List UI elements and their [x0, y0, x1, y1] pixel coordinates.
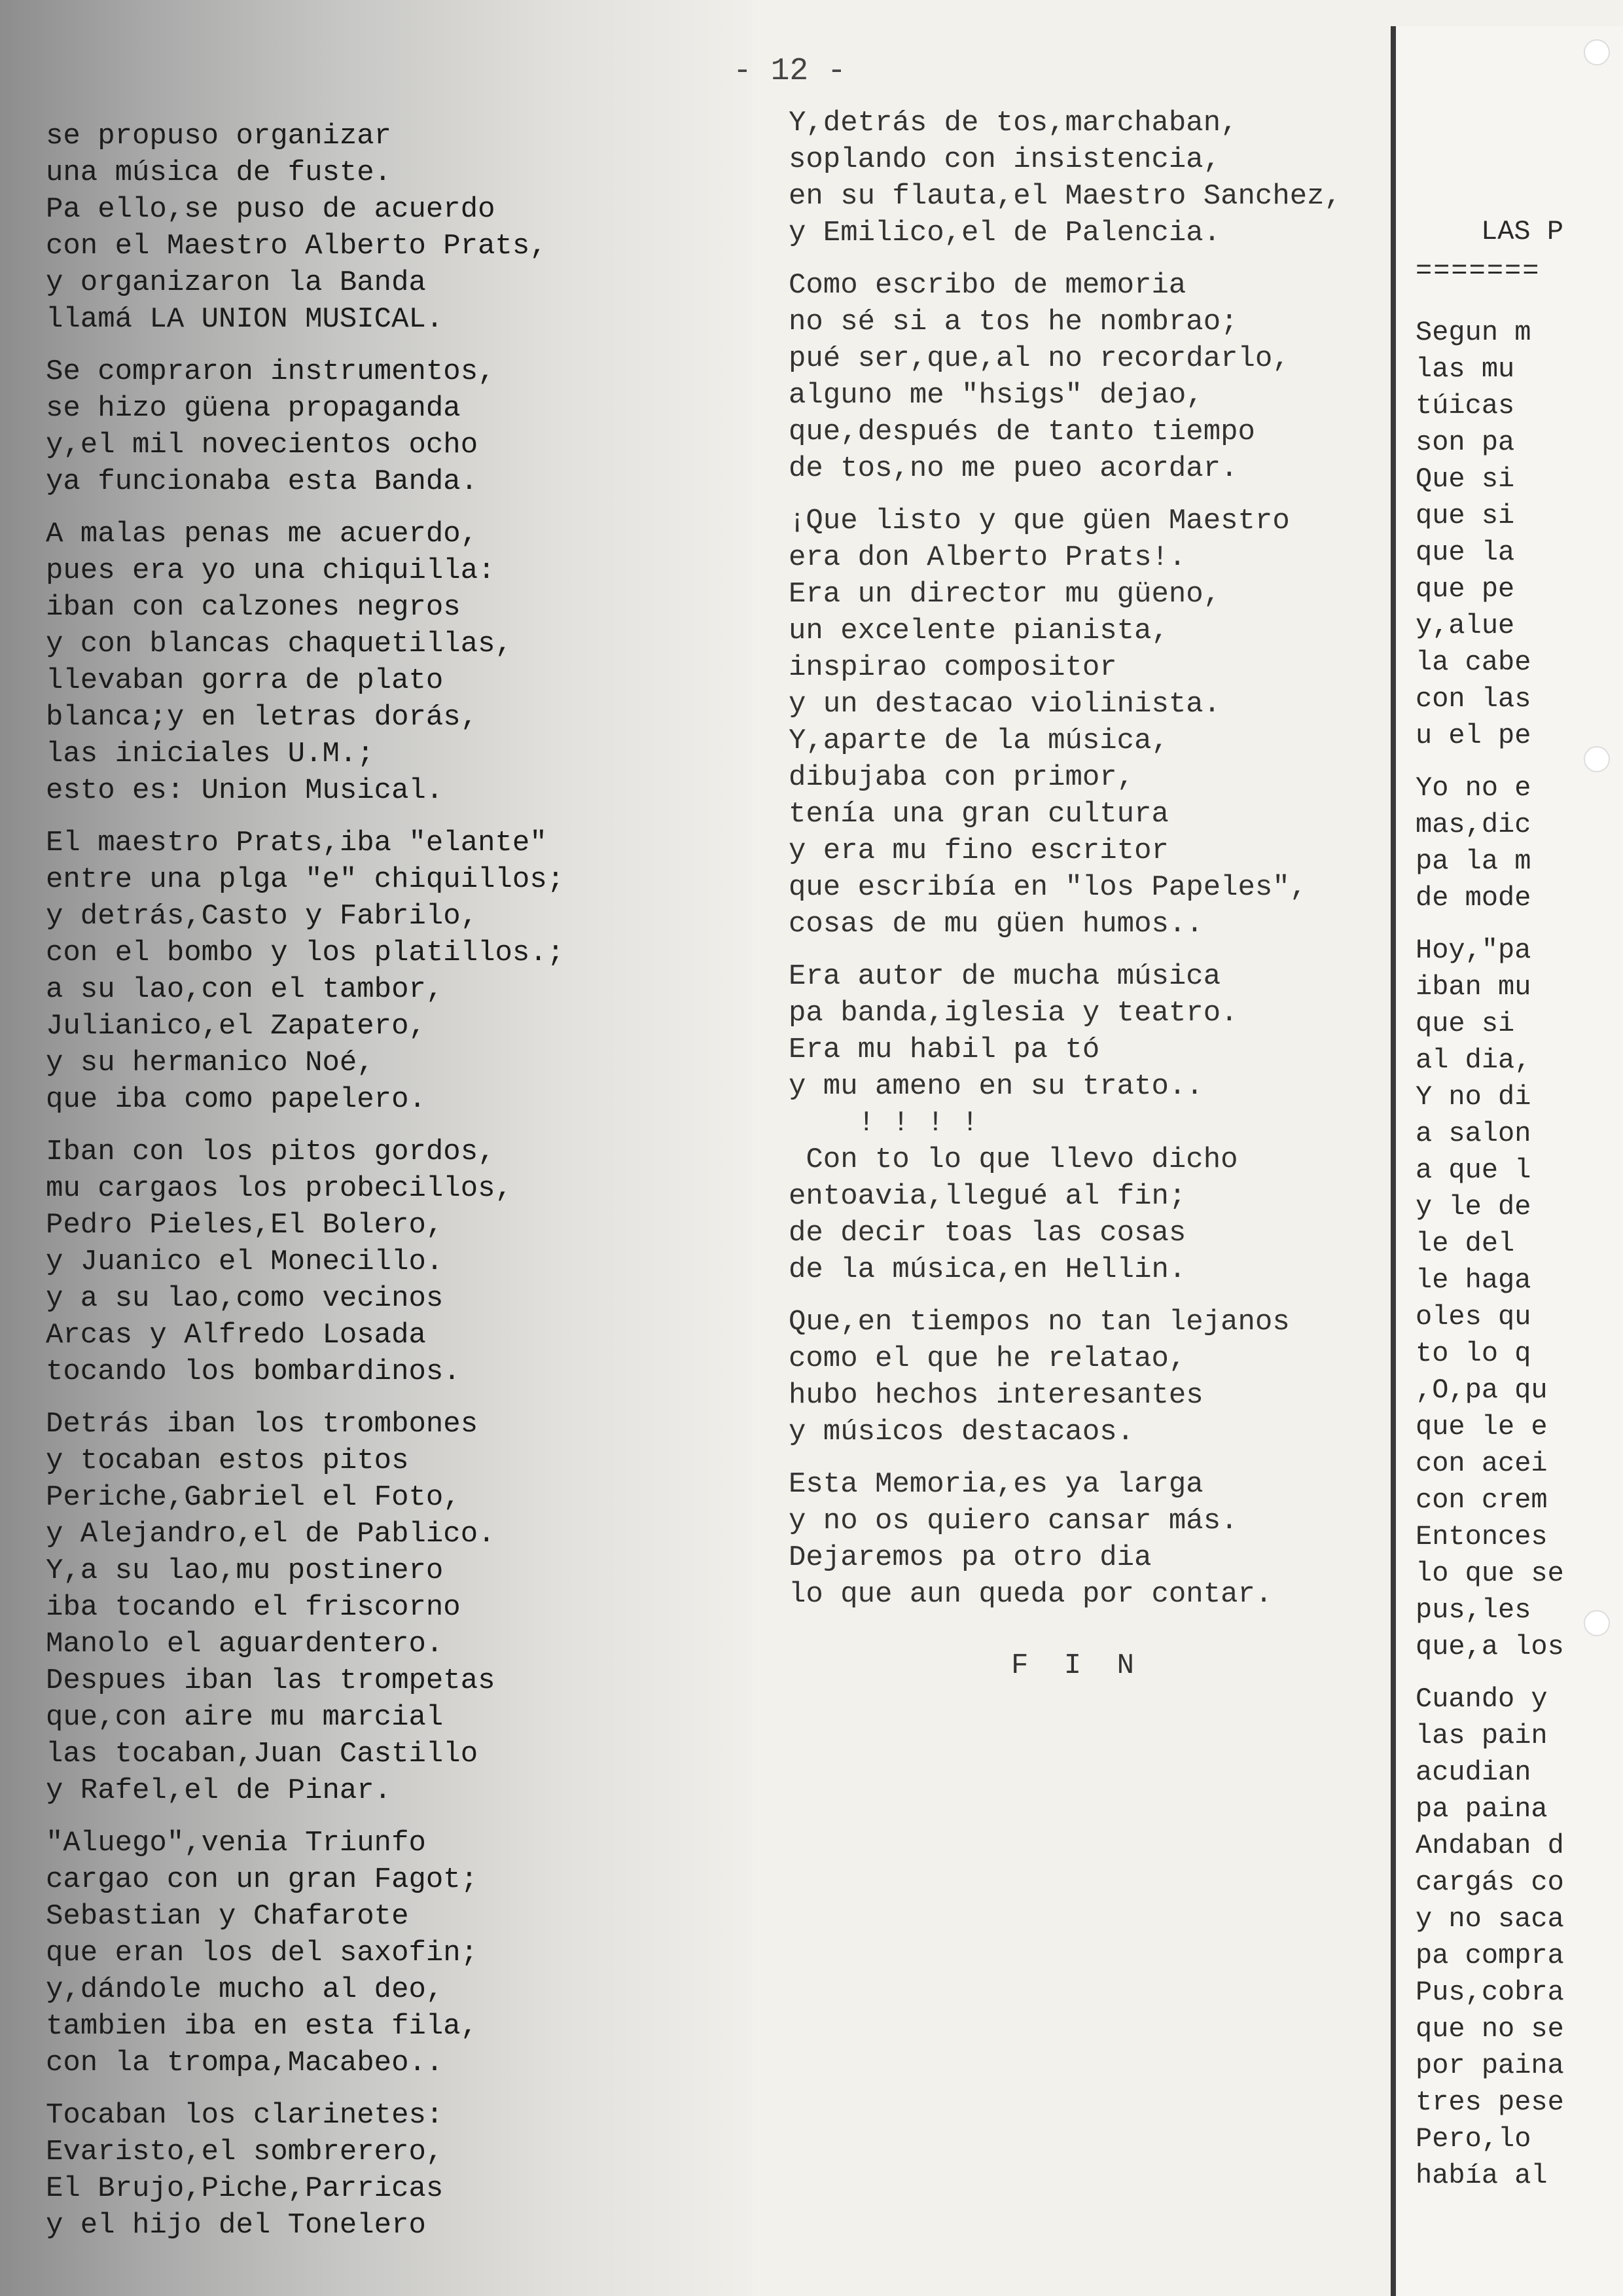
verse-line: las tocaban,Juan Castillo [46, 1738, 478, 1770]
verse-line: las pain [1416, 1720, 1548, 1751]
verse-line: to lo q [1416, 1338, 1531, 1369]
verse-line: Pa ello,se puso de acuerdo [46, 193, 495, 226]
verse-line: que pe [1416, 573, 1515, 605]
verse-line: entre una plga "e" chiquillos; [46, 863, 565, 896]
verse-line: Despues iban las trompetas [46, 1664, 495, 1697]
verse-line: oles qu [1416, 1301, 1531, 1333]
verse-line: y a su lao,como vecinos [46, 1282, 444, 1315]
verse-line: no sé si a tos he nombrao; [789, 306, 1238, 338]
stanza [1416, 770, 1623, 916]
verse-line: soplando con insistencia, [789, 143, 1221, 176]
verse-line: mu cargaos los probecillos, [46, 1172, 512, 1205]
verse-line: y tocaban estos pitos [46, 1444, 409, 1477]
verse-line: con la trompa,Macabeo.. [46, 2047, 444, 2079]
verse-line: cosas de mu güen humos.. [789, 908, 1204, 941]
verse-line: de la música,en Hellin. [789, 1253, 1186, 1286]
punch-hole [1584, 1610, 1610, 1636]
verse-line: inspirao compositor [789, 651, 1117, 684]
verse-line: le haga [1416, 1265, 1531, 1296]
verse-line: lo que aun queda por contar. [789, 1578, 1273, 1611]
verse-line: con el bombo y los platillos.; [46, 937, 565, 969]
verse-line: pus,les [1416, 1594, 1531, 1626]
verse-line: iba tocando el friscorno [46, 1591, 461, 1624]
verse-line: ! ! ! ! [789, 1107, 979, 1139]
verse-line: Julianico,el Zapatero, [46, 1010, 426, 1043]
verse-line: que la [1416, 537, 1515, 568]
stanza [46, 1825, 740, 2081]
verse-line: con crem [1416, 1484, 1548, 1516]
verse-line: era don Alberto Prats!. [789, 541, 1186, 574]
verse-line: son pa [1416, 427, 1515, 458]
left-poem-column [46, 118, 740, 2259]
verse-line: tambien iba en esta fila, [46, 2010, 478, 2043]
verse-line: había al [1416, 2160, 1548, 2191]
verse-line: Con to lo que llevo dicho [789, 1143, 1238, 1176]
verse-line: con las [1416, 683, 1531, 715]
stanza [789, 1304, 1404, 1450]
verse-line: Pus,cobra [1416, 1977, 1564, 2008]
verse-line: Cuando y [1416, 1683, 1548, 1715]
verse-line: túicas [1416, 390, 1515, 422]
verse-line: una música de fuste. [46, 156, 392, 189]
verse-line: Hoy,"pa [1416, 935, 1531, 966]
verse-line: El Brujo,Piche,Parricas [46, 2172, 444, 2205]
verse-line: hubo hechos interesantes [789, 1379, 1204, 1412]
stanza [1416, 932, 1623, 1665]
stanza [46, 825, 740, 1118]
verse-line: que si [1416, 500, 1515, 531]
verse-line: Iban con los pitos gordos, [46, 1136, 495, 1168]
verse-line: las mu [1416, 353, 1515, 385]
stanza [1416, 314, 1623, 754]
verse-line: Como escribo de memoria [789, 269, 1186, 302]
stanza [46, 1134, 740, 1390]
verse-line: un excelente pianista, [789, 615, 1169, 647]
verse-line: pa la m [1416, 846, 1531, 877]
verse-line: entoavia,llegué al fin; [789, 1180, 1186, 1213]
verse-line: iban mu [1416, 971, 1531, 1003]
verse-line: dibujaba con primor, [789, 761, 1135, 794]
verse-line: que iba como papelero. [46, 1083, 426, 1116]
verse-line: pa compra [1416, 1940, 1564, 1971]
adjacent-page-title: LAS P [1481, 216, 1564, 247]
verse-line: al dia, [1416, 1045, 1531, 1076]
verse-line: llevaban gorra de plato [46, 664, 444, 697]
verse-line: Que si [1416, 463, 1515, 495]
verse-line: mas,dic [1416, 809, 1531, 840]
verse-line: y Juanico el Monecillo. [46, 1246, 444, 1278]
verse-line: le del [1416, 1228, 1515, 1259]
verse-line: y Emilico,el de Palencia. [789, 217, 1221, 249]
verse-line: ¡Que listo y que güen Maestro [789, 505, 1290, 537]
verse-line: Pedro Pieles,El Bolero, [46, 1209, 444, 1242]
verse-line: Dejaremos pa otro dia [789, 1541, 1152, 1574]
verse-line: en su flauta,el Maestro Sanchez, [789, 180, 1342, 213]
verse-line: pué ser,que,al no recordarlo, [789, 342, 1290, 375]
verse-line: Era un director mu güeno, [789, 578, 1221, 611]
verse-line: Sebastian y Chafarote [46, 1900, 409, 1933]
verse-line: las iniciales U.M.; [46, 738, 374, 770]
verse-line: Segun m [1416, 317, 1531, 348]
verse-line: Evaristo,el sombrerero, [46, 2136, 444, 2168]
stanza [789, 1466, 1404, 1613]
verse-line: tenía una gran cultura [789, 798, 1169, 831]
verse-line: que le e [1416, 1411, 1548, 1443]
verse-line: a su lao,con el tambor, [46, 973, 444, 1006]
stanza [789, 958, 1404, 1288]
verse-line: blanca;y en letras dorás, [46, 701, 478, 734]
verse-line: y,alue [1416, 610, 1515, 641]
verse-line: y detrás,Casto y Fabrilo, [46, 900, 478, 933]
verse-line: Pero,lo [1416, 2123, 1531, 2155]
verse-line: que escribía en "los Papeles", [789, 871, 1308, 904]
punch-hole [1584, 746, 1610, 772]
verse-line: "Aluego",venia Triunfo [46, 1827, 426, 1859]
verse-line: que si [1416, 1008, 1515, 1039]
adjacent-page-rule: ======= [1416, 255, 1541, 287]
verse-line: tres pese [1416, 2087, 1564, 2118]
verse-line: se hizo güena propaganda [46, 392, 461, 425]
verse-line: y era mu fino escritor [789, 834, 1169, 867]
verse-line: y no saca [1416, 1903, 1564, 1935]
stanza [1416, 1681, 1623, 2194]
verse-line: pa paina [1416, 1793, 1548, 1825]
verse-line: y,el mil novecientos ocho [46, 429, 478, 461]
verse-line: Era autor de mucha música [789, 960, 1221, 993]
stanza [789, 105, 1404, 251]
verse-line: Era mu habil pa tó [789, 1033, 1100, 1066]
verse-line: iban con calzones negros [46, 591, 461, 624]
middle-poem-column [789, 105, 1404, 1628]
stanza [46, 1406, 740, 1809]
verse-line: se propuso organizar [46, 120, 392, 152]
verse-line: que,después de tanto tiempo [789, 416, 1255, 448]
verse-line: tocando los bombardinos. [46, 1355, 461, 1388]
verse-line: Y,a su lao,mu postinero [46, 1554, 444, 1587]
verse-line: pa banda,iglesia y teatro. [789, 997, 1238, 1030]
verse-line: y Alejandro,el de Pablico. [46, 1518, 495, 1551]
verse-line: con el Maestro Alberto Prats, [46, 230, 547, 262]
verse-line: y mu ameno en su trato.. [789, 1070, 1204, 1103]
stanza [789, 503, 1404, 942]
verse-line: que no se [1416, 2013, 1564, 2045]
verse-line: con acei [1416, 1448, 1548, 1479]
page-number: - 12 - [733, 54, 846, 89]
verse-line: y Rafel,el de Pinar. [46, 1774, 392, 1807]
verse-line: y su hermanico Noé, [46, 1047, 374, 1079]
verse-line: A malas penas me acuerdo, [46, 518, 478, 550]
verse-line: Entonces [1416, 1521, 1548, 1552]
verse-line: Esta Memoria,es ya larga [789, 1468, 1204, 1501]
stanza [46, 2097, 740, 2244]
verse-line: Periche,Gabriel el Foto, [46, 1481, 461, 1514]
verse-line: por paina [1416, 2050, 1564, 2081]
stanza [46, 353, 740, 500]
verse-line: que eran los del saxofin; [46, 1937, 478, 1969]
verse-line: Andaban d [1416, 1830, 1564, 1861]
verse-line: que,a los [1416, 1631, 1564, 1662]
verse-line: Yo no e [1416, 772, 1531, 804]
punch-hole [1584, 39, 1610, 65]
verse-line: ya funcionaba esta Banda. [46, 465, 478, 498]
verse-line: Y no di [1416, 1081, 1531, 1113]
verse-line: acudian [1416, 1757, 1531, 1788]
verse-line: de tos,no me pueo acordar. [789, 452, 1238, 485]
verse-line: como el que he relatao, [789, 1342, 1186, 1375]
verse-line: de decir toas las cosas [789, 1217, 1186, 1249]
verse-line: Que,en tiempos no tan lejanos [789, 1306, 1290, 1338]
verse-line: la cabe [1416, 647, 1531, 678]
adjacent-page-column [1416, 314, 1623, 2210]
verse-line: y con blancas chaquetillas, [46, 628, 512, 660]
verse-line: u el pe [1416, 720, 1531, 751]
verse-line: a que l [1416, 1155, 1531, 1186]
verse-line: Detrás iban los trombones [46, 1408, 478, 1441]
verse-line: que,con aire mu marcial [46, 1701, 444, 1734]
stanza [789, 267, 1404, 487]
verse-line: y organizaron la Banda [46, 266, 426, 299]
verse-line: ,O,pa qu [1416, 1374, 1548, 1406]
verse-line: Arcas y Alfredo Losada [46, 1319, 426, 1352]
adjacent-page-fragment [1391, 26, 1623, 2296]
verse-line: y el hijo del Tonelero [46, 2209, 426, 2242]
verse-line: lo que se [1416, 1558, 1564, 1589]
verse-line: de mode [1416, 882, 1531, 914]
verse-line: y,dándole mucho al deo, [46, 1973, 444, 2006]
verse-line: Y,detrás de tos,marchaban, [789, 107, 1238, 139]
verse-line: y no os quiero cansar más. [789, 1505, 1238, 1537]
verse-line: Se compraron instrumentos, [46, 355, 495, 388]
verse-line: y le de [1416, 1191, 1531, 1223]
verse-line: a salon [1416, 1118, 1531, 1149]
verse-line: cargao con un gran Fagot; [46, 1863, 478, 1896]
stanza [46, 516, 740, 809]
verse-line: Tocaban los clarinetes: [46, 2099, 444, 2132]
verse-line: alguno me "hsigs" dejao, [789, 379, 1204, 412]
verse-line: esto es: Union Musical. [46, 774, 444, 807]
verse-line: y músicos destacaos. [789, 1416, 1135, 1448]
fin-label: F I N [1011, 1649, 1144, 1682]
verse-line: Y,aparte de la música, [789, 725, 1169, 757]
stanza [46, 118, 740, 338]
verse-line: Manolo el aguardentero. [46, 1628, 444, 1660]
verse-line: y un destacao violinista. [789, 688, 1221, 721]
verse-line: cargás co [1416, 1867, 1564, 1898]
verse-line: pues era yo una chiquilla: [46, 554, 495, 587]
verse-line: llamá LA UNION MUSICAL. [46, 303, 444, 336]
verse-line: El maestro Prats,iba "elante" [46, 827, 547, 859]
